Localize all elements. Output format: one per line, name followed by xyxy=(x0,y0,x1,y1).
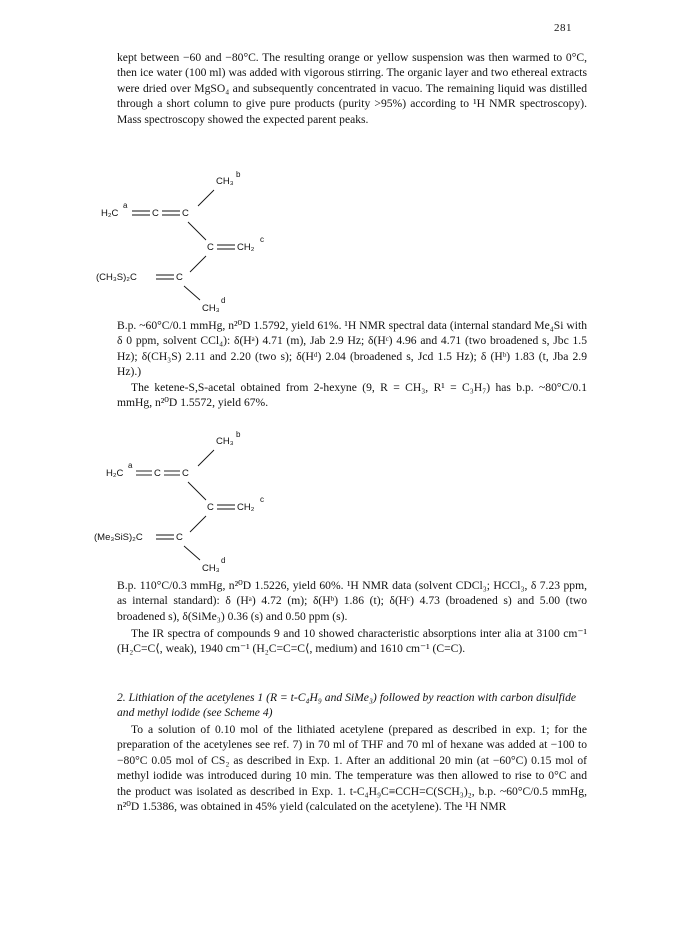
s2-c2: C xyxy=(182,468,189,479)
intro-paragraph: kept between −60 and −80°C. The resulting orange or yellow suspension was then warmed to 0°C, then ice water (100 ml) was added with vigorous stirring. The organic layer and two ethereal extracts were dried over MgSO₄ and subsequently concentrated in vacuo. The remaining liquid was distilled through a short column to give pure products (purity >95%) according to ¹H NMR spectroscopy). Mass spectroscopy showed the expected parent peaks. xyxy=(117,51,587,126)
s2-sup-b: b xyxy=(236,430,241,439)
s1-bond-cleft-ch3 xyxy=(184,286,200,300)
final-paragraph: To a solution of 0.10 mol of the lithiated acetylene (prepared as described in exp. 1; for the preparation of the acetylenes see ref. 7) in 70 ml of THF and 70 ml of hexane was added at −100 to −80°C 0.05 mol of CS₂ as described in Exp. 1. After an additional 20 min (at −60°C) 0.15 mol of methyl iodide was introduced during 10 min. The temperature was then allowed to rise to 0°C and the product was isolated as described in Exp. 1. t-C₄H₉C≡CCH=C(SCH₃)₂, b.p. ~60°C/0.5 mmHg, n²⁰D 1.5386, was obtained in 45% yield (calculated on the acetylene). The ¹H NMR xyxy=(117,723,587,814)
s1-sup-b: b xyxy=(236,170,241,179)
s2-c1: C xyxy=(154,468,161,479)
bp-paragraph-1: B.p. ~60°C/0.1 mmHg, n²⁰D 1.5792, yield 61%. ¹H NMR spectral data (internal standard Me₄Si with δ 0 ppm, solvent CCl₄): δ(Hᵃ) 4.71 (m), Jab 2.9 Hz; δ(Hᶜ) 4.96 and 4.71 (two broadened s, Jbc 1.5 Hz); δ(CH₃S) 2.11 and 2.20 (two s); δ(Hᵈ) 2.04 (broadened s, Jcd 1.5 Hz); δ (Hᵇ) 1.83 (t, Jba 2.9 Hz).) xyxy=(117,319,587,379)
structure-2-diagram xyxy=(90,428,350,578)
section-heading-2: 2. Lithiation of the acetylenes 1 (R = t-C₄H₉ and SiMe₃) followed by reaction with carbon disulfide and methyl iodide (see Scheme 4) xyxy=(117,691,577,720)
s1-c1: C xyxy=(152,208,159,219)
s1-c2: C xyxy=(182,208,189,219)
page-number: 281 xyxy=(554,22,572,34)
bp-paragraph-2: B.p. 110°C/0.3 mmHg, n²⁰D 1.5226, yield 60%. ¹H NMR data (solvent CDCl₃; HCCl₃, δ 7.23 ppm, as internal standard): δ (Hᵃ) 4.72 (m); δ(Hᵇ) 1.86 (t); δ(Hᶜ) 4.73 (broadened s) and 5.00 (two broadened s), δ(SiMe₃) 0.36 (s) and 0.50 ppm (s). xyxy=(117,579,587,623)
s2-ch3-top: CH₃ xyxy=(216,436,234,447)
s1-sup-c: c xyxy=(260,235,264,244)
structure-1-diagram xyxy=(90,168,350,318)
s2-left-group: (Me₃SiS)₂C xyxy=(94,532,143,543)
s1-ch3-top: CH₃ xyxy=(216,176,234,187)
s1-c-left: C xyxy=(176,272,183,283)
s2-sup-d: d xyxy=(221,556,226,565)
s2-bond-cmid-cleft xyxy=(190,516,206,532)
ketene-paragraph: The ketene-S,S-acetal obtained from 2-hexyne (9, R = CH₃, R¹ = C₃H₇) has b.p. ~80°C/0.1 mmHg, n²⁰D 1.5572, yield 67%. xyxy=(117,381,587,410)
s2-ch3-bottom: CH₃ xyxy=(202,563,220,574)
s1-bond-cmid-cleft xyxy=(190,256,206,272)
s2-c-mid: C xyxy=(207,502,214,513)
s2-h2c: H₂C xyxy=(106,468,124,479)
s1-bond-c-ch3 xyxy=(198,190,214,206)
s2-sup-a: a xyxy=(128,461,133,470)
s1-sup-a: a xyxy=(123,201,128,210)
s2-sup-c: c xyxy=(260,495,264,504)
s1-left-group: (CH₃S)₂C xyxy=(96,272,137,283)
s1-ch2: CH₂ xyxy=(237,242,255,253)
s2-bond-cleft-ch3 xyxy=(184,546,200,560)
s1-c-mid: C xyxy=(207,242,214,253)
s1-sup-d: d xyxy=(221,296,226,305)
s2-bond-c2-cmid xyxy=(188,482,206,500)
s2-bond-c-ch3 xyxy=(198,450,214,466)
s2-c-left: C xyxy=(176,532,183,543)
s1-bond-c2-cmid xyxy=(188,222,206,240)
s1-ch3-bottom: CH₃ xyxy=(202,303,220,314)
s1-h2c: H₂C xyxy=(101,208,119,219)
ir-paragraph: The IR spectra of compounds 9 and 10 showed characteristic absorptions inter alia at 3100 cm⁻¹ (H₂C=C⟨, weak), 1940 cm⁻¹ (H₂C=C=C⟨, medium) and 1610 cm⁻¹ (C=C). xyxy=(117,627,587,656)
s2-ch2: CH₂ xyxy=(237,502,255,513)
